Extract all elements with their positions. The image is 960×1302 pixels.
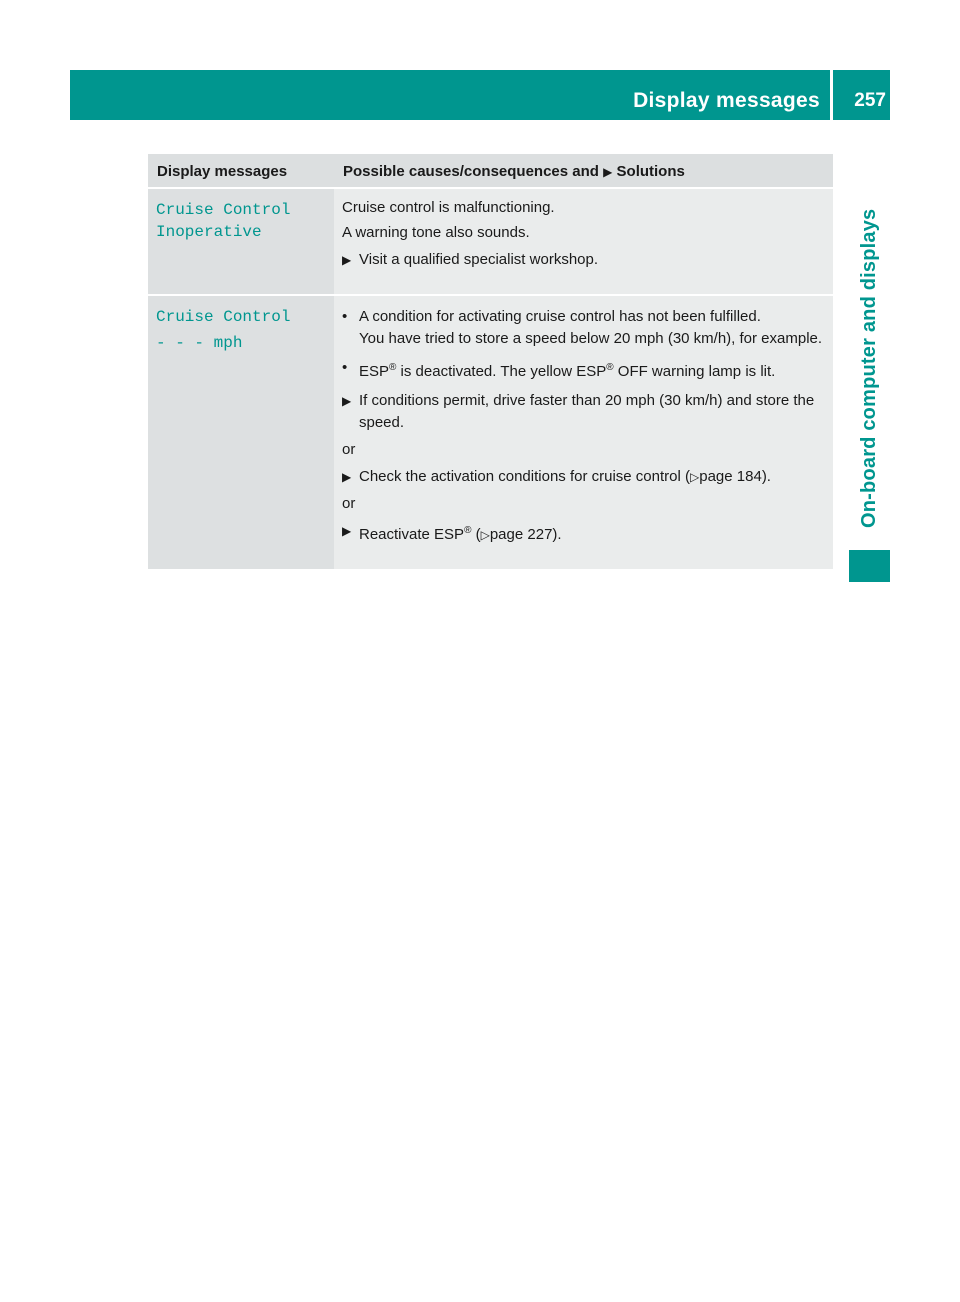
action-arrow-icon: ▶ xyxy=(342,253,352,267)
column-header-solutions: Possible causes/consequences and ▶ Solutions xyxy=(334,154,833,188)
cause-text: Cruise control is malfunctioning. xyxy=(342,199,555,216)
page-reference-icon: ▷ xyxy=(690,470,700,484)
action-item: ▶ Check the activation conditions for cruise control (▷page 184). xyxy=(342,466,825,488)
cause-item: • A condition for activating cruise control has not been fulfilled. You have tried to store a speed below 20 mph (30 km/h), for example. xyxy=(342,308,823,347)
display-message-cell xyxy=(148,295,334,569)
section-title: Display messages xyxy=(633,89,820,112)
or-text: or xyxy=(342,441,356,458)
action-arrow-icon: ▶ xyxy=(342,470,352,484)
table-header-row xyxy=(148,154,833,188)
column-header-display-messages: Display messages xyxy=(148,154,334,188)
display-message-cell xyxy=(148,188,334,295)
bullet-icon: • xyxy=(342,359,348,376)
chapter-title: On-board computer and displays xyxy=(858,208,880,528)
action-arrow-icon: ▶ xyxy=(342,394,352,408)
page-reference-link[interactable]: page 227 xyxy=(489,526,553,543)
action-item: ▶ Visit a qualified specialist workshop. xyxy=(342,249,825,271)
or-text: or xyxy=(342,495,356,512)
display-message-text: Cruise Control xyxy=(156,308,291,326)
action-arrow-icon: ▶ xyxy=(342,524,352,538)
header-divider xyxy=(830,70,833,120)
chapter-marker xyxy=(849,550,890,582)
header-bar xyxy=(70,70,890,120)
action-arrow-icon: ▶ xyxy=(603,164,613,179)
solutions-cell xyxy=(334,295,833,569)
action-item: ▶ If conditions permit, drive faster than 20 mph (30 km/h) and store the speed. xyxy=(342,392,815,431)
display-message-text: - - - mph xyxy=(156,334,243,352)
display-message-text: Cruise Control xyxy=(156,201,291,219)
cause-item: • ESP® is deactivated. The yellow ESP® OFF warning lamp is lit. xyxy=(342,359,776,380)
table-row xyxy=(148,295,833,569)
cause-text: A warning tone also sounds. xyxy=(342,224,530,241)
action-item: ▶ Reactivate ESP® (▷page 227). xyxy=(342,520,825,546)
display-messages-table xyxy=(148,154,833,569)
page-reference-link[interactable]: page 184 xyxy=(699,468,762,485)
display-message-text: Inoperative xyxy=(156,223,262,241)
table-row xyxy=(148,188,833,295)
solutions-cell xyxy=(334,188,833,295)
bullet-icon: • xyxy=(342,308,348,325)
page-reference-icon: ▷ xyxy=(480,528,490,542)
page-number: 257 xyxy=(854,90,886,111)
